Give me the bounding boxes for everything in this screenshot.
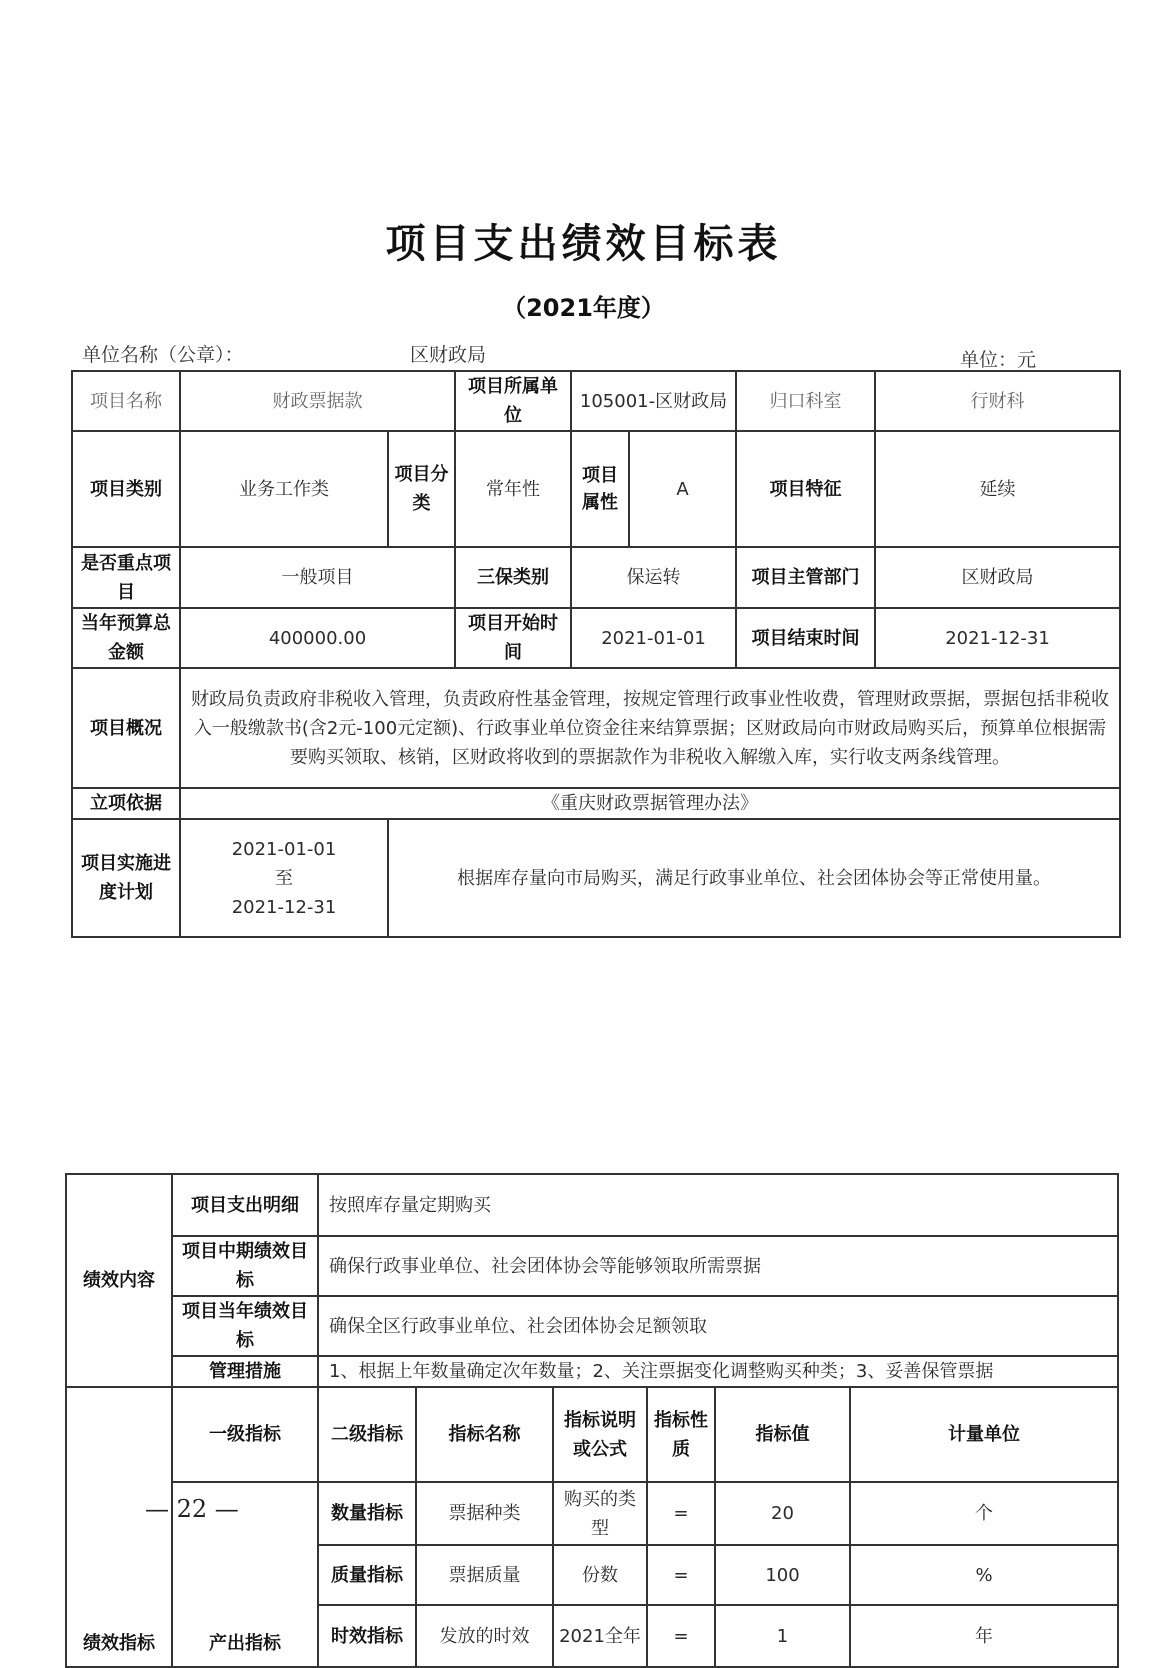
row-basis [72,788,1120,819]
row-budget [72,608,1120,668]
class-value: 常年性 [455,431,571,547]
row-key-project [72,547,1120,608]
belong-unit-value: 105001-区财政局 [571,371,736,431]
perf-content-row [66,1236,1118,1296]
perf-content-value-row: 确保全区行政事业单位、社会团体协会足额领取 [318,1296,1118,1356]
row-schedule [72,819,1120,937]
row-overview [72,668,1120,788]
header-cell: 指标值 [715,1387,850,1482]
indicator-name: 票据种类 [416,1482,553,1545]
overview-text: 财政局负责政府非税收入管理，负责政府性基金管理，按规定管理行政事业性收费，管理财政票据，票据包括非税收入一般缴款书(含2元-100元定额)、行政事业单位资金往来结算票据；区财政局向市财政局购买后，预算单位根据需要购买领取、核销，区财政将收到的票据款作为非税收入解缴入库，实行收支两条线管理。 [180,668,1120,788]
project-info-table [71,370,1121,938]
row-category [72,431,1120,547]
budget-value: 400000.00 [180,608,455,668]
level2-indicator: 质量指标 [318,1545,416,1605]
schedule-from: 2021-01-01 [231,838,337,860]
row-project-name [72,371,1120,431]
indicator-desc: 2021全年 [553,1605,647,1667]
indicator-nature: = [647,1482,715,1545]
sanbao-label: 三保类别 [455,547,571,608]
indicator-name: 票据质量 [416,1545,553,1605]
indicator-unit: 个 [850,1482,1118,1545]
dept-value: 行财科 [875,371,1120,431]
end-label: 项目结束时间 [736,608,875,668]
project-name-value: 财政票据款 [180,371,455,431]
perf-content-label-row: 项目当年绩效目标 [172,1296,318,1356]
indicator-unit: % [850,1545,1118,1605]
document-year: （2021年度） [502,294,665,322]
level1-indicator: 产出指标 [172,1482,318,1667]
sanbao-value: 保运转 [571,547,736,608]
schedule-dates [180,819,388,937]
basis-label: 立项依据 [72,788,180,819]
start-label: 项目开始时间 [455,608,571,668]
key-label: 是否重点项目 [72,547,180,608]
schedule-label: 项目实施进度计划 [72,819,180,937]
perf-content-value-row: 确保行政事业单位、社会团体协会等能够领取所需票据 [318,1236,1118,1296]
indicator-value: 20 [715,1482,850,1545]
indicator-unit: 年 [850,1605,1118,1667]
feature-label: 项目特征 [736,431,875,547]
start-value: 2021-01-01 [571,608,736,668]
header-cell: 一级指标 [172,1387,318,1482]
indicator-name: 发放的时效 [416,1605,553,1667]
indicator-desc: 购买的类型 [553,1482,647,1545]
key-value: 一般项目 [180,547,455,608]
unit-name-label: 单位名称（公章）： [82,344,244,366]
project-name-label: 项目名称 [72,371,180,431]
schedule-to-word: 至 [275,867,293,889]
manager-label: 项目主管部门 [736,547,875,608]
end-value: 2021-12-31 [875,608,1120,668]
document-title: 项目支出绩效目标表 [385,221,782,267]
attr-value: A [629,431,736,547]
indicator-value: 1 [715,1605,850,1667]
perf-content-label-row: 管理措施 [172,1356,318,1387]
indicator-header-row [66,1387,1118,1482]
category-label: 项目类别 [72,431,180,547]
header-cell: 计量单位 [850,1387,1118,1482]
perf-content-value-row: 1、根据上年数量确定次年数量；2、关注票据变化调整购买种类；3、妥善保管票据 [318,1356,1118,1387]
dept-label: 归口科室 [736,371,875,431]
indicator-nature: = [647,1545,715,1605]
perf-content-label: 绩效内容 [66,1174,172,1387]
page-number: — 22 — [145,1495,239,1523]
perf-content-label-row: 项目中期绩效目标 [172,1236,318,1296]
performance-table [65,1173,1119,1668]
feature-value: 延续 [875,431,1120,547]
indicator-desc: 份数 [553,1545,647,1605]
manager-value: 区财政局 [875,547,1120,608]
header-cell: 指标名称 [416,1387,553,1482]
basis-text: 《重庆财政票据管理办法》 [180,788,1120,819]
indicator-nature: = [647,1605,715,1667]
attr-label: 项目属性 [571,431,629,547]
perf-content-row [66,1356,1118,1387]
header-cell: 指标说明或公式 [553,1387,647,1482]
overview-label: 项目概况 [72,668,180,788]
perf-content-label-row: 项目支出明细 [172,1174,318,1236]
indicators-label: 绩效指标 [66,1387,172,1667]
class-label: 项目分类 [388,431,455,547]
header-cell: 指标性质 [647,1387,715,1482]
header-cell: 二级指标 [318,1387,416,1482]
schedule-to: 2021-12-31 [231,896,337,918]
level2-indicator: 数量指标 [318,1482,416,1545]
unit-name-value: 区财政局 [410,344,487,366]
schedule-desc: 根据库存量向市局购买，满足行政事业单位、社会团体协会等正常使用量。 [388,819,1120,937]
category-value: 业务工作类 [180,431,388,547]
perf-content-row [66,1174,1118,1236]
indicator-value: 100 [715,1545,850,1605]
belong-unit-label: 项目所属单位 [455,371,571,431]
perf-content-value-row: 按照库存量定期购买 [318,1174,1118,1236]
currency-unit-label: 单位：元 [960,349,1037,371]
perf-content-row [66,1296,1118,1356]
level2-indicator: 时效指标 [318,1605,416,1667]
budget-label: 当年预算总金额 [72,608,180,668]
